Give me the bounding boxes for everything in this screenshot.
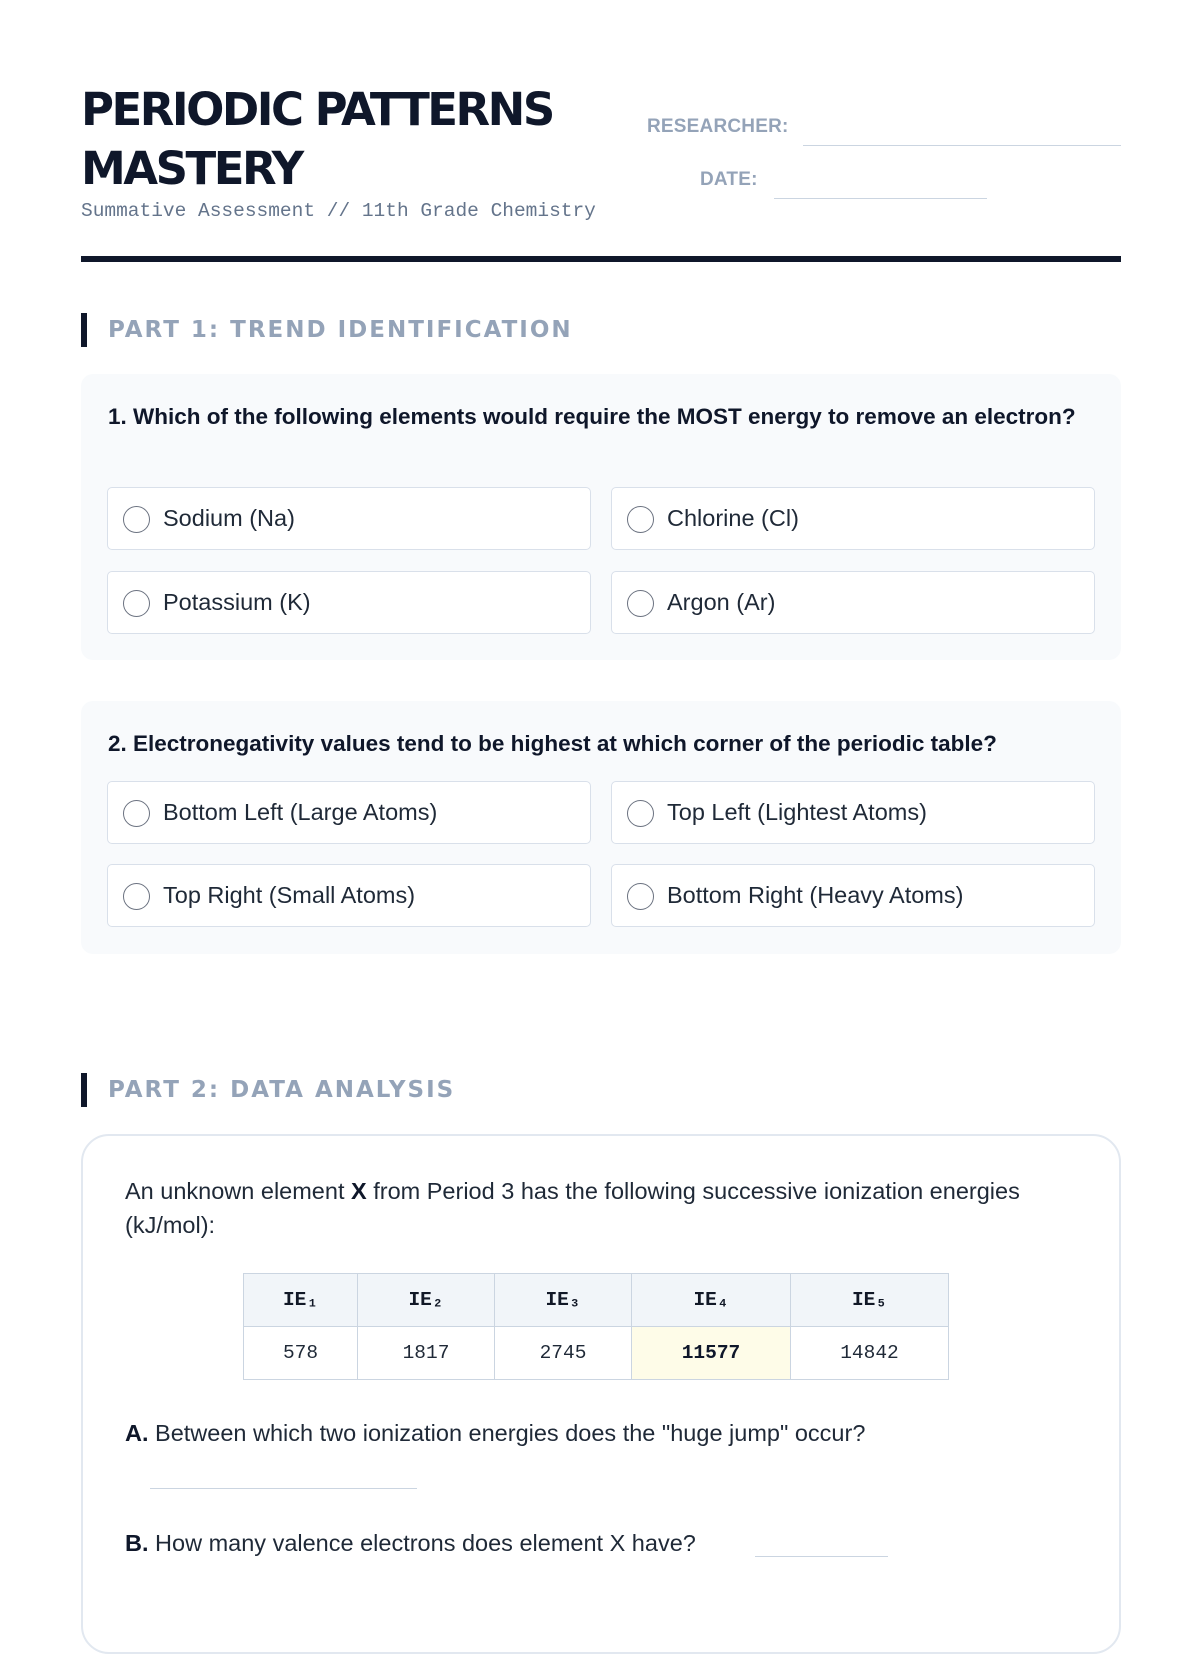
worksheet-title <box>81 80 553 198</box>
title-line-1: PERIODIC PATTERNS <box>81 83 553 136</box>
q2-option-bottom-left[interactable] <box>107 781 591 844</box>
table-cell-highlighted: 11577 <box>632 1327 791 1380</box>
q1-option-sodium[interactable] <box>107 487 591 550</box>
element-x-label: X <box>351 1178 367 1204</box>
part1-heading: PART 1: TREND IDENTIFICATION <box>81 313 573 347</box>
table-header-cell: IE₅ <box>791 1274 949 1327</box>
option-label: Bottom Left (Large Atoms) <box>163 799 438 825</box>
option-label: Argon (Ar) <box>667 589 776 615</box>
question-1-card <box>81 374 1121 660</box>
worksheet-page <box>81 0 1121 1556</box>
q2-option-top-left[interactable] <box>611 781 1095 844</box>
option-label: Top Right (Small Atoms) <box>163 882 416 908</box>
table-header-cell: IE₄ <box>632 1274 791 1327</box>
radio-icon[interactable] <box>123 590 150 617</box>
option-label: Potassium (K) <box>163 589 311 615</box>
q1-option-argon[interactable] <box>611 571 1095 634</box>
q1-option-chlorine[interactable] <box>611 487 1095 550</box>
radio-icon[interactable] <box>123 506 150 533</box>
worksheet-subtitle: Summative Assessment // 11th Grade Chemistry <box>81 200 596 222</box>
intro-text-continued: from Period 3 has the following successive ionization energies (kJ/mol): <box>125 1178 1020 1238</box>
radio-icon[interactable] <box>627 883 654 910</box>
question-b-text: How many valence electrons does element X have? <box>148 1530 696 1556</box>
option-label: Sodium (Na) <box>163 505 295 531</box>
answer-b-field[interactable] <box>755 1556 888 1557</box>
radio-icon[interactable] <box>123 800 150 827</box>
table-header-row <box>244 1274 949 1327</box>
date-label: DATE: <box>700 169 758 190</box>
answer-a-field[interactable] <box>150 1488 417 1489</box>
part2-heading: PART 2: DATA ANALYSIS <box>81 1073 455 1107</box>
question-1-text: 1. Which of the following elements would require the MOST energy to remove an electron? <box>108 404 1076 429</box>
question-b <box>125 1526 696 1560</box>
data-intro <box>125 1174 1085 1242</box>
table-header-cell: IE₃ <box>495 1274 632 1327</box>
ionization-energy-table <box>243 1273 949 1380</box>
option-label: Top Left (Lightest Atoms) <box>667 799 927 825</box>
table-header-cell: IE₂ <box>358 1274 495 1327</box>
question-a-label: A. <box>125 1420 149 1446</box>
option-label: Bottom Right (Heavy Atoms) <box>667 882 964 908</box>
researcher-label: RESEARCHER: <box>647 116 789 137</box>
radio-icon[interactable] <box>123 883 150 910</box>
date-field[interactable] <box>774 198 987 199</box>
radio-icon[interactable] <box>627 590 654 617</box>
data-analysis-card <box>81 1134 1121 1654</box>
table-header-cell: IE₁ <box>244 1274 358 1327</box>
worksheet-header <box>81 0 1121 262</box>
title-line-2: MASTERY <box>81 142 302 195</box>
intro-text: An unknown element <box>125 1178 352 1204</box>
table-row <box>244 1327 949 1380</box>
radio-icon[interactable] <box>627 800 654 827</box>
table-cell: 2745 <box>495 1327 632 1380</box>
radio-icon[interactable] <box>627 506 654 533</box>
researcher-field[interactable] <box>803 145 1121 146</box>
q2-option-top-right[interactable] <box>107 864 591 927</box>
question-2-text: 2. Electronegativity values tend to be highest at which corner of the periodic table? <box>108 731 997 756</box>
table-cell: 578 <box>244 1327 358 1380</box>
question-a <box>125 1416 865 1450</box>
question-a-text: Between which two ionization energies does the "huge jump" occur? <box>148 1420 866 1446</box>
table-cell: 1817 <box>358 1327 495 1380</box>
table-cell: 14842 <box>791 1327 949 1380</box>
question-b-label: B. <box>125 1530 149 1556</box>
question-2-card <box>81 701 1121 954</box>
q1-option-potassium[interactable] <box>107 571 591 634</box>
q2-option-bottom-right[interactable] <box>611 864 1095 927</box>
option-label: Chlorine (Cl) <box>667 505 799 531</box>
